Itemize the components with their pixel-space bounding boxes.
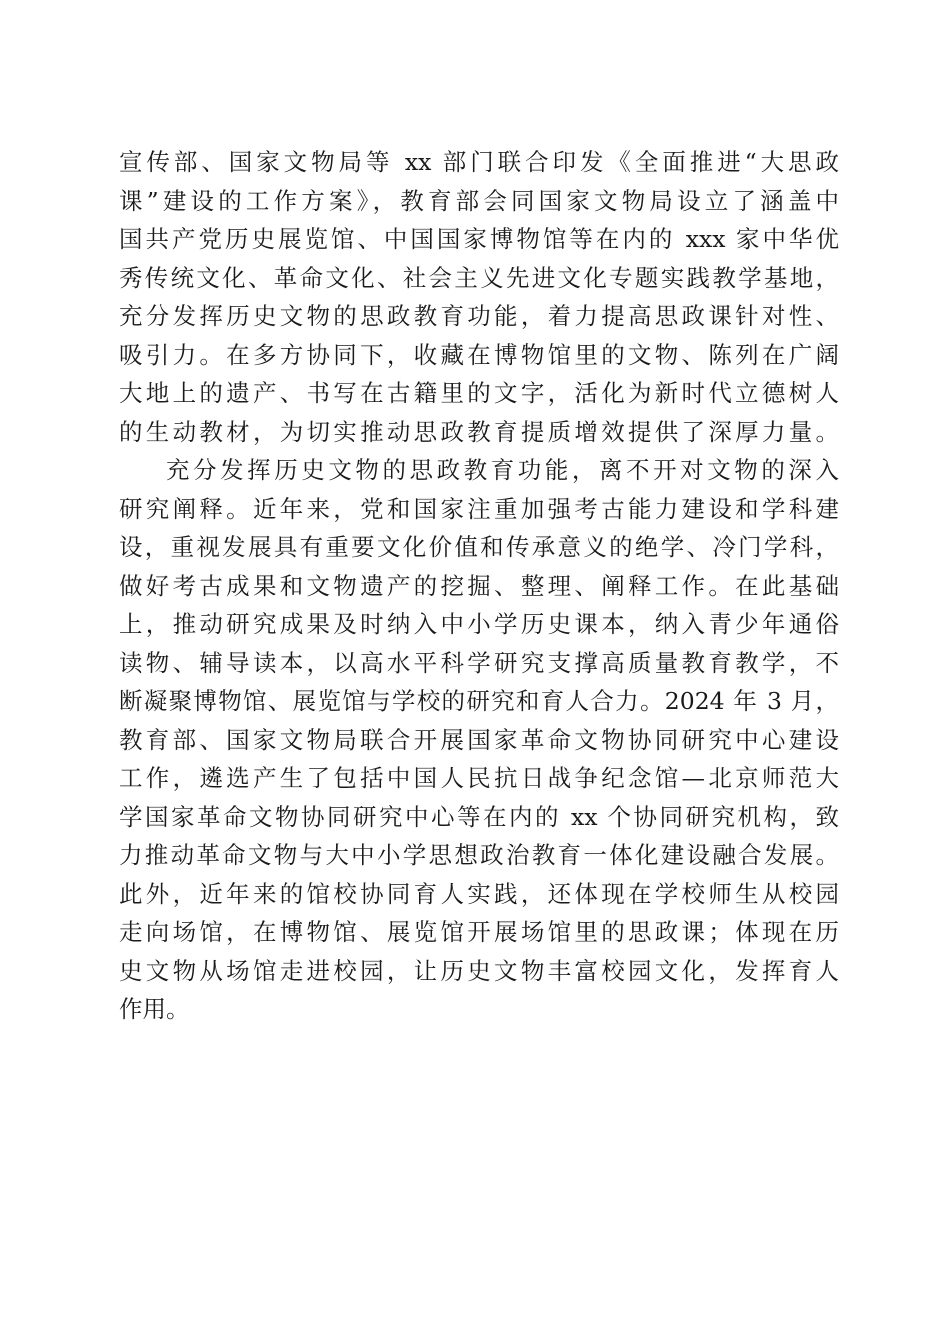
text-line: 史文物从场馆走进校园，让历史文物丰富校园文化，发挥育人 (119, 956, 839, 985)
paragraph-2 (119, 451, 839, 1029)
text-line: 此外，近年来的馆校协同育人实践，还体现在学校师生从校园 (119, 879, 839, 908)
paragraph-1 (119, 143, 839, 451)
text-line: 秀传统文化、革命文化、社会主义先进文化专题实践教学基地， (119, 263, 839, 292)
text-line: 大地上的遗产、书写在古籍里的文字，活化为新时代立德树人 (119, 379, 839, 407)
text-line: 读物、辅导读本，以高水平科学研究支撑高质量教育教学，不 (119, 648, 839, 677)
text-line: 的生动教材，为切实推动思政教育提质增效提供了深厚力量。 (119, 417, 839, 446)
document-body (119, 143, 839, 1029)
text-line: 断凝聚博物馆、展览馆与学校的研究和育人合力。2024 年 3 月， (119, 687, 839, 715)
text-line: 宣传部、国家文物局等 xx 部门联合印发《全面推进“大思政 (119, 148, 839, 176)
text-line: 研究阐释。近年来，党和国家注重加强考古能力建设和学科建 (119, 494, 839, 523)
text-line: 充分发挥历史文物的思政教育功能，着力提高思政课针对性、 (119, 302, 839, 330)
text-line: 上，推动研究成果及时纳入中小学历史课本，纳入青少年通俗 (119, 610, 839, 638)
text-line: 设，重视发展具有重要文化价值和传承意义的绝学、冷门学科， (119, 533, 839, 561)
text-line: 做好考古成果和文物遗产的挖掘、整理、阐释工作。在此基础 (119, 571, 839, 600)
text-line: 国共产党历史展览馆、中国国家博物馆等在内的 xxx 家中华优 (119, 225, 839, 253)
text-line: 教育部、国家文物局联合开展国家革命文物协同研究中心建设 (119, 725, 839, 754)
text-line: 作用。 (119, 995, 190, 1023)
text-line: 工作，遴选产生了包括中国人民抗日战争纪念馆—北京师范大 (119, 764, 839, 792)
text-line: 力推动革命文物与大中小学思想政治教育一体化建设融合发展。 (119, 841, 839, 869)
text-line: 吸引力。在多方协同下，收藏在博物馆里的文物、陈列在广阔 (119, 340, 839, 369)
text-line: 充分发挥历史文物的思政教育功能，离不开对文物的深入 (166, 456, 839, 484)
text-line: 课”建设的工作方案》，教育部会同国家文物局设立了涵盖中 (119, 186, 839, 215)
text-line: 走向场馆，在博物馆、展览馆开展场馆里的思政课；体现在历 (119, 918, 839, 946)
text-line: 学国家革命文物协同研究中心等在内的 xx 个协同研究机构，致 (119, 802, 839, 831)
